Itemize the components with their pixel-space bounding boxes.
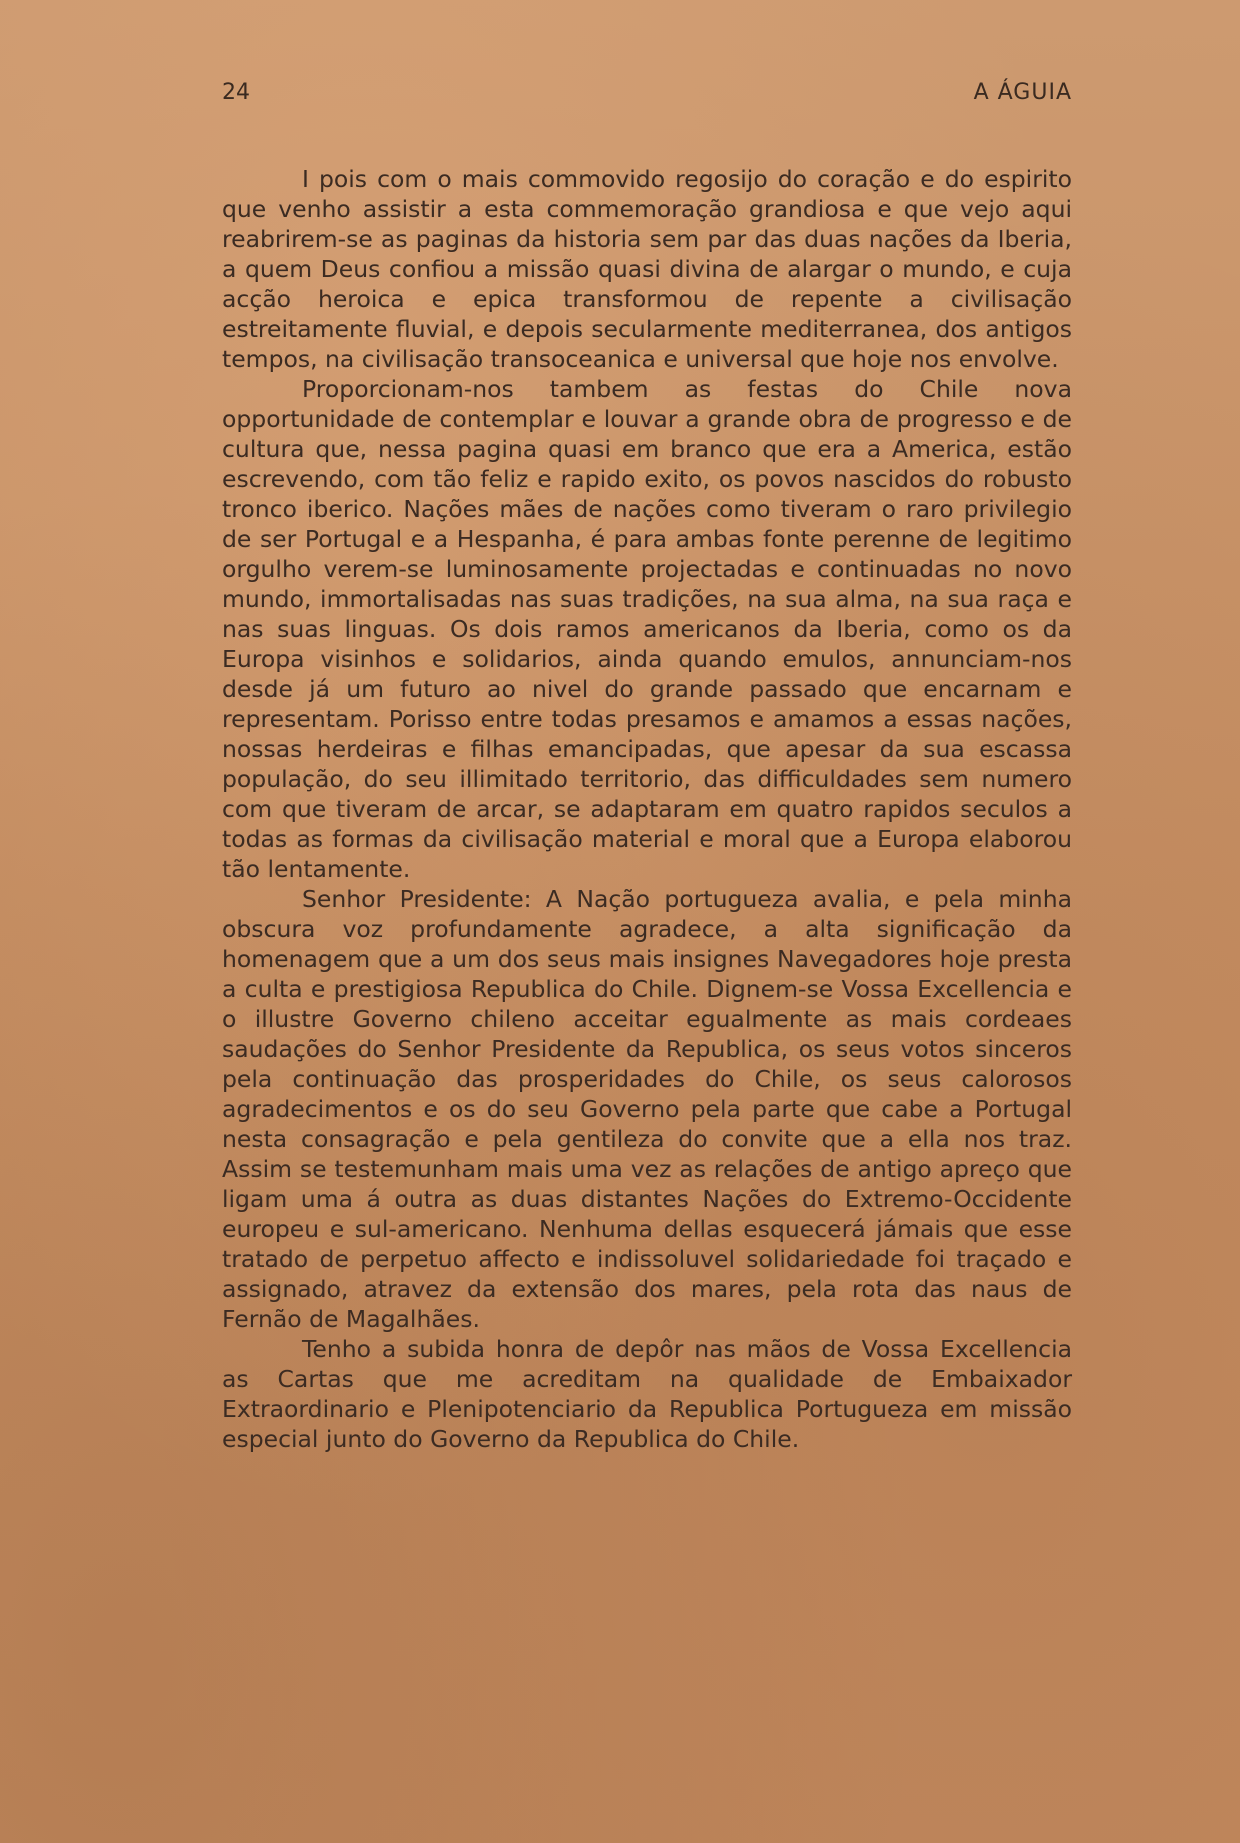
running-header [222, 80, 1072, 110]
paragraph: Senhor Presidente: A Nação portugueza avalia, e pela minha obscura voz profundamente agradece, a alta significação da homenagem que a um dos seus mais insignes Navegadores hoje presta a culta e prestigiosa Republica do Chile. Dignem-se Vossa Excellencia e o illustre Governo chileno acceitar egualmente as mais cordeaes saudações do Senhor Presidente da Republica, os seus votos sinceros pela continuação das prosperidades do Chile, os seus calorosos agradecimentos e os do seu Governo pela parte que cabe a Portugal nesta consagração e pela gentileza do convite que a ella nos traz. Assim se testemunham mais uma vez as relações de antigo apreço que ligam uma á outra as duas distantes Nações do Extremo-Occidente europeu e sul-americano. Nenhuma dellas esquecerá jámais que esse tratado de perpetuo affecto e indissoluvel solidariedade foi traçado e assignado, atravez da extensão dos mares, pela rota das naus de Fernão de Magalhães. [222, 885, 1072, 1333]
page-number: 24 [222, 80, 250, 105]
article-body [222, 164, 1072, 1454]
journal-title: A ÁGUIA [973, 80, 1072, 105]
paragraph: Tenho a subida honra de depôr nas mãos de Vossa Excellencia as Cartas que me acreditam na qualidade de Embaixador Extraordinario e Plenipotenciario da Republica Portugueza em missão especial junto do Governo da Republica do Chile. [222, 1335, 1072, 1453]
paragraph: I pois com o mais commovido regosijo do coração e do espirito que venho assistir a esta commemoração grandiosa e que vejo aqui reabrirem-se as paginas da historia sem par das duas nações da Iberia, a quem Deus confiou a missão quasi divina de alargar o mundo, e cuja acção heroica e epica transformou de repente a civilisação estreitamente fluvial, e depois secularmente mediterranea, dos antigos tempos, na civilisação transoceanica e universal que hoje nos envolve. [222, 165, 1072, 373]
paragraph: Proporcionam-nos tambem as festas do Chile nova opportunidade de contemplar e louvar a grande obra de progresso e de cultura que, nessa pagina quasi em branco que era a America, estão escrevendo, com tão feliz e rapido exito, os povos nascidos do robusto tronco iberico. Nações mães de nações como tiveram o raro privilegio de ser Portugal e a Hespanha, é para ambas fonte perenne de legitimo orgulho verem-se luminosamente projectadas e continuadas no novo mundo, immortalisadas nas suas tradições, na sua alma, na sua raça e nas suas linguas. Os dois ramos americanos da Iberia, como os da Europa visinhos e solidarios, ainda quando emulos, annunciam-nos desde já um futuro ao nivel do grande passado que encarnam e representam. Porisso entre todas presamos e amamos a essas nações, nossas herdeiras e filhas emancipadas, que apesar da sua escassa população, do seu illimitado territorio, das difficuldades sem numero com que tiveram de arcar, se adaptaram em quatro rapidos seculos a todas as formas da civilisação material e moral que a Europa elaborou tão lentamente. [222, 375, 1072, 883]
